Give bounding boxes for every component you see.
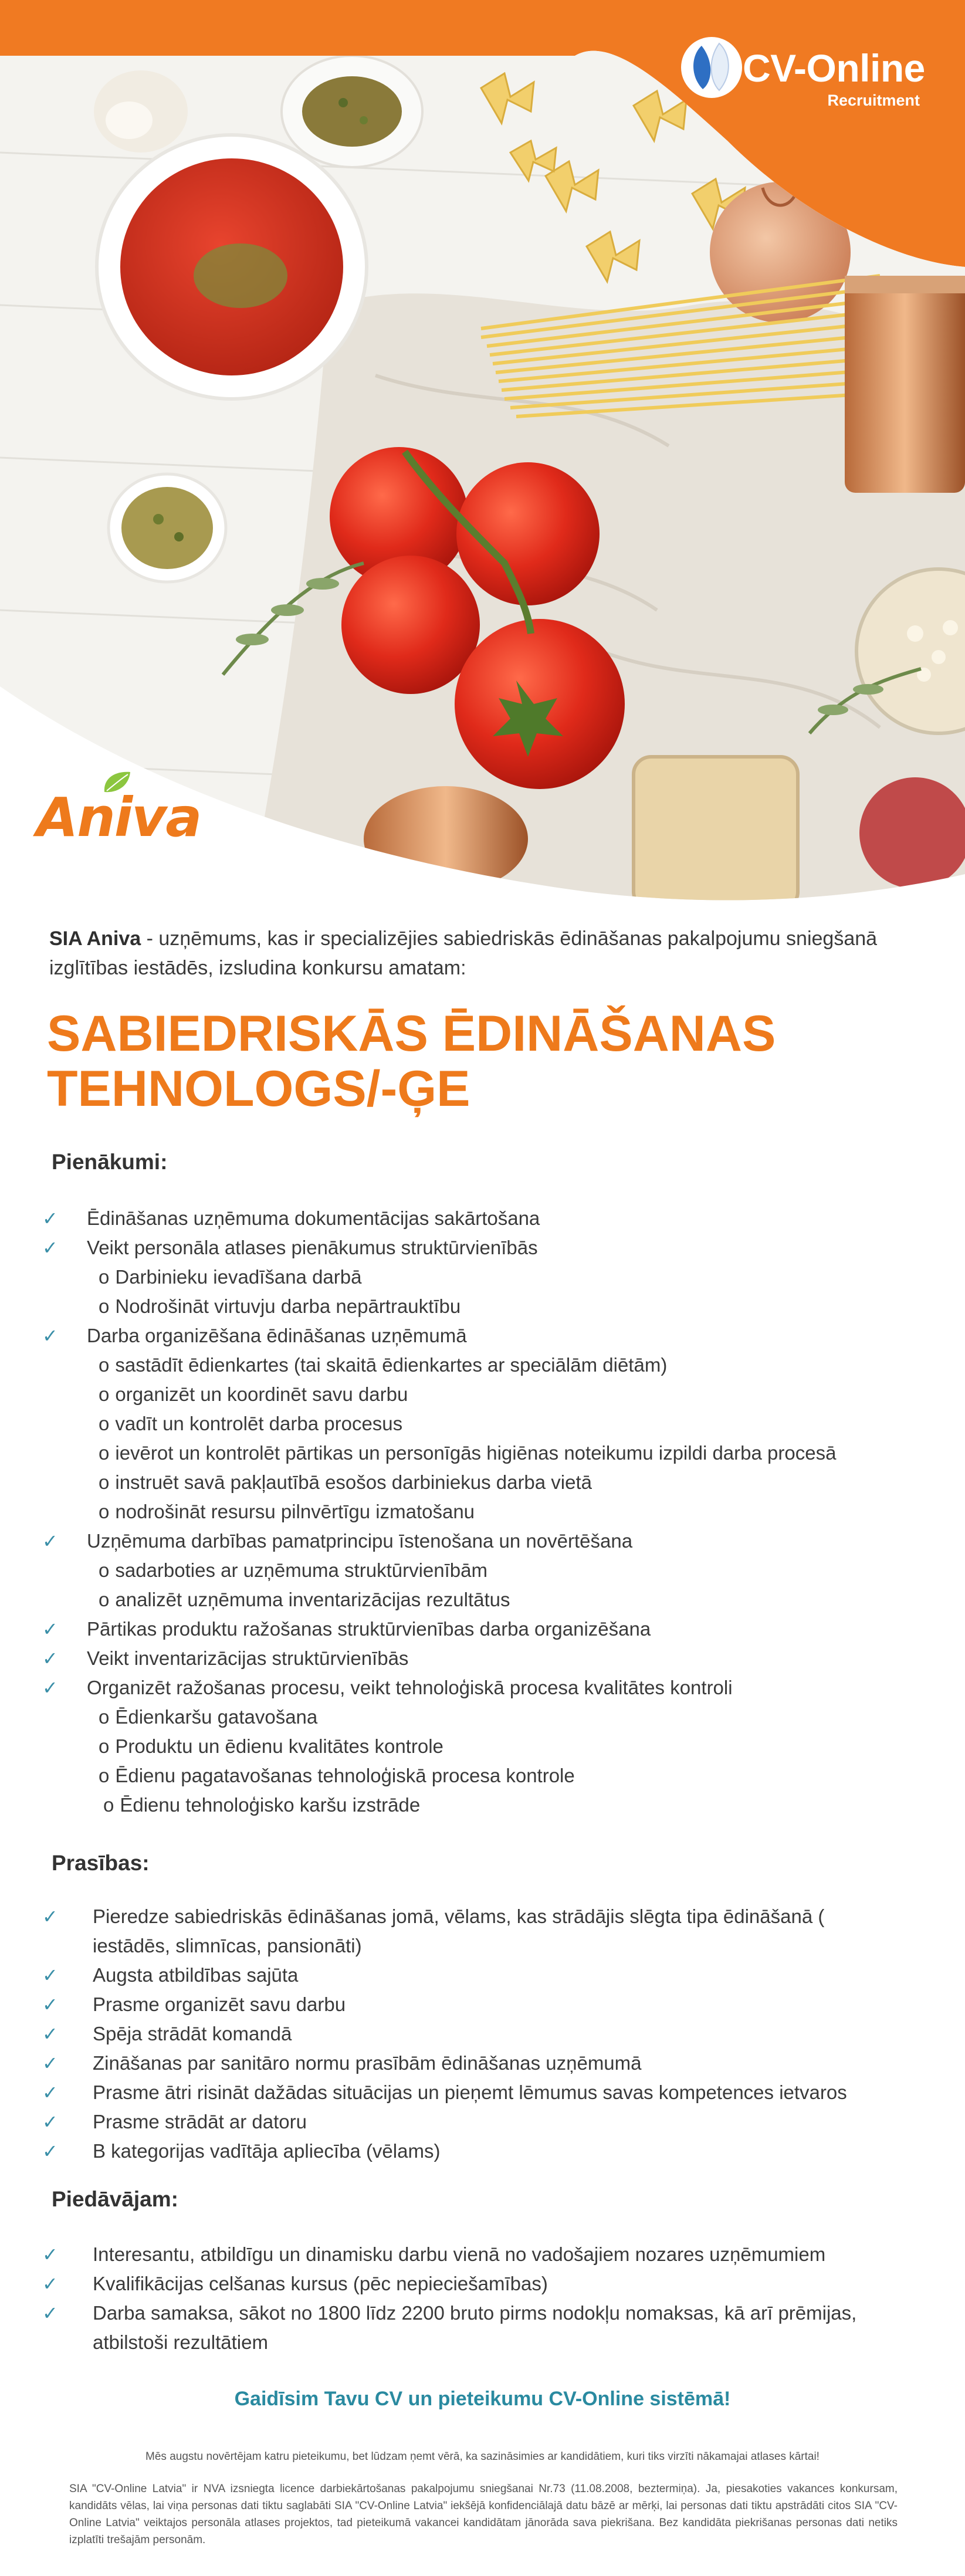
checkmark-icon: ✓ bbox=[42, 1208, 58, 1229]
item-text: Prasme ātri risināt dažādas situācijas un pieņemt lēmumus savas kompetences ietvaros bbox=[93, 2081, 847, 2103]
sub-bullet-icon: o bbox=[99, 1559, 110, 1581]
checklist-item bbox=[42, 2049, 934, 2078]
sub-bullet-icon: o bbox=[103, 1794, 114, 1816]
item-text: organizēt un koordinēt savu darbu bbox=[115, 1383, 408, 1405]
item-text: Pieredze sabiedriskās ēdināšanas jomā, vēlams, kas strādājis slēgta tipa ēdināšanā ( bbox=[93, 1905, 825, 1927]
checklist-item bbox=[42, 2299, 934, 2357]
item-text: B kategorijas vadītāja apliecība (vēlams) bbox=[93, 2140, 441, 2162]
sub-bullet-icon: o bbox=[99, 1295, 110, 1317]
job-title bbox=[47, 1006, 915, 1116]
item-text: Nodrošināt virtuvju darba nepārtrauktību bbox=[115, 1295, 461, 1317]
aniva-logo-text: Aniva bbox=[36, 786, 201, 849]
company-name: SIA Aniva bbox=[49, 928, 141, 950]
checkmark-icon: ✓ bbox=[42, 2244, 58, 2265]
item-text: analizēt uzņēmuma inventarizācijas rezultātus bbox=[115, 1589, 510, 1610]
sub-item bbox=[42, 1790, 934, 1820]
sub-bullet-icon: o bbox=[99, 1266, 110, 1288]
checkmark-icon: ✓ bbox=[42, 2303, 58, 2324]
legal-disclaimer: SIA "CV-Online Latvia" ir NVA izsniegta licence darbiekārtošanas pakalpojumu sniegšanai Nr.73 (11.08.2008, beztermiņa). Ja, piesakoties vakances konkursam, kandidāts vēlas, lai viņa personas dati tiktu saglabāti SIA "CV-Online Latvia" iekšējā konfidenciālajā datu bāzē ar mērķi, lai personas dati tiktu apstrādāti citos SIA "CV-Online Latvia" veiktajos personāla atlases projektos, tad pieteikumā vakancei kandidātam jānorāda sava piekrišana. Bez kandidāta piekrišanas personas dati netiks izplatīti trešajām personām. bbox=[69, 2483, 898, 2546]
item-text: instruēt savā pakļautībā esošos darbiniekus darba vietā bbox=[115, 1471, 592, 1493]
checkmark-icon: ✓ bbox=[42, 2082, 58, 2103]
sub-bullet-icon: o bbox=[99, 1589, 110, 1610]
item-text: Uzņēmuma darbības pamatprincipu īstenošana un novērtēšana bbox=[87, 1530, 633, 1552]
sub-item bbox=[42, 1702, 934, 1732]
sub-bullet-icon: o bbox=[99, 1471, 110, 1493]
item-text: Darba samaksa, sākot no 1800 līdz 2200 bruto pirms nodokļu nomaksas, kā arī prēmijas, bbox=[93, 2302, 857, 2324]
sub-item bbox=[42, 1497, 934, 1526]
checklist-item bbox=[42, 1526, 934, 1556]
sub-bullet-icon: o bbox=[99, 1735, 110, 1757]
sub-item bbox=[42, 1761, 934, 1790]
item-text: ievērot un kontrolēt pārtikas un personīgās higiēnas noteikumu izpildi darba procesā bbox=[115, 1442, 837, 1464]
sub-item bbox=[42, 1262, 934, 1292]
job-title-line-1: SABIEDRISKĀS ĒDINĀŠANAS bbox=[47, 1006, 776, 1062]
checkmark-icon: ✓ bbox=[42, 1325, 58, 1346]
checkmark-icon: ✓ bbox=[42, 1677, 58, 1698]
call-to-action: Gaidīsim Tavu CV un pieteikumu CV-Online sistēmā! bbox=[234, 2388, 731, 2410]
item-text: nodrošināt resursu pilnvērtīgu izmatošanu bbox=[115, 1501, 475, 1522]
checkmark-icon: ✓ bbox=[42, 1965, 58, 1986]
item-text: Prasme organizēt savu darbu bbox=[93, 1993, 346, 2015]
item-text: Ēdienu tehnoloģisko karšu izstrāde bbox=[120, 1794, 421, 1816]
item-text: sastādīt ēdienkartes (tai skaitā ēdienkartes ar speciālām diētām) bbox=[115, 1354, 668, 1376]
duties-heading: Pienākumi: bbox=[52, 1150, 168, 1174]
sub-item bbox=[42, 1350, 934, 1380]
offer-list bbox=[42, 2240, 934, 2357]
aniva-logo bbox=[36, 769, 206, 851]
sub-bullet-icon: o bbox=[99, 1383, 110, 1405]
checklist-item bbox=[42, 1990, 934, 2019]
checkmark-icon: ✓ bbox=[42, 1237, 58, 1258]
hero-banner bbox=[0, 0, 965, 915]
sub-item bbox=[42, 1380, 934, 1409]
checklist-item bbox=[42, 1233, 934, 1262]
checklist-item bbox=[42, 1644, 934, 1673]
checklist-item bbox=[42, 1204, 934, 1233]
item-text: Veikt inventarizācijas struktūrvienībās bbox=[87, 1647, 409, 1669]
checkmark-icon: ✓ bbox=[42, 2023, 58, 2044]
checkmark-icon: ✓ bbox=[42, 2273, 58, 2294]
item-text-continued: iestādēs, slimnīcas, pansionāti) bbox=[93, 1935, 362, 1956]
checklist-item bbox=[42, 1902, 934, 1961]
checkmark-icon: ✓ bbox=[42, 1619, 58, 1640]
item-text: Spēja strādāt komandā bbox=[93, 2023, 292, 2044]
item-text: Darbinieku ievadīšana darbā bbox=[115, 1266, 362, 1288]
sub-bullet-icon: o bbox=[99, 1413, 110, 1434]
cv-online-logo-subtitle: Recruitment bbox=[827, 92, 920, 109]
sub-bullet-icon: o bbox=[99, 1442, 110, 1464]
sub-bullet-icon: o bbox=[99, 1706, 110, 1728]
checkmark-icon: ✓ bbox=[42, 1531, 58, 1552]
item-text: Organizēt ražošanas procesu, veikt tehnoloģiskā procesa kvalitātes kontroli bbox=[87, 1677, 733, 1698]
item-text: sadarboties ar uzņēmuma struktūrvienībām bbox=[115, 1559, 487, 1581]
sub-item bbox=[42, 1585, 934, 1614]
checkmark-icon: ✓ bbox=[42, 2053, 58, 2074]
sub-item bbox=[42, 1438, 934, 1468]
checklist-item bbox=[42, 1961, 934, 1990]
requirements-heading: Prasības: bbox=[52, 1851, 150, 1875]
checklist-item bbox=[42, 2019, 934, 2049]
offer-heading: Piedāvājam: bbox=[52, 2187, 178, 2211]
sub-bullet-icon: o bbox=[99, 1501, 110, 1522]
intro-paragraph bbox=[49, 924, 912, 983]
checklist-item bbox=[42, 1673, 934, 1702]
checklist-item bbox=[42, 1614, 934, 1644]
checkmark-icon: ✓ bbox=[42, 2111, 58, 2132]
checklist-item bbox=[42, 2240, 934, 2269]
cv-online-logo bbox=[679, 35, 932, 117]
selection-note: Mēs augstu novērtējam katru pieteikumu, bet lūdzam ņemt vērā, ka sazināsimies ar kandidātiem, kuri tiks virzīti nākamajai atlases kārtai! bbox=[145, 2450, 820, 2463]
sub-item bbox=[42, 1468, 934, 1497]
job-title-line-2: TEHNOLOGS/-ĢE bbox=[47, 1061, 470, 1117]
item-text: Pārtikas produktu ražošanas struktūrvienības darba organizēšana bbox=[87, 1618, 651, 1640]
checklist-item bbox=[42, 2078, 934, 2107]
checklist-item bbox=[42, 1321, 934, 1350]
checklist-item bbox=[42, 2107, 934, 2137]
sub-item bbox=[42, 1409, 934, 1438]
cv-online-logo-text: CV-Online bbox=[743, 46, 925, 90]
cv-online-logo-icon bbox=[679, 35, 744, 100]
item-text-continued: atbilstoši rezultātiem bbox=[93, 2331, 268, 2353]
duties-list bbox=[42, 1204, 934, 1820]
sub-bullet-icon: o bbox=[99, 1354, 110, 1376]
sub-bullet-icon: o bbox=[99, 1765, 110, 1786]
item-text: Darba organizēšana ēdināšanas uzņēmumā bbox=[87, 1325, 467, 1346]
checklist-item bbox=[42, 2269, 934, 2299]
item-text: Prasme strādāt ar datoru bbox=[93, 2111, 307, 2132]
checkmark-icon: ✓ bbox=[42, 1994, 58, 2015]
item-text: Kvalifikācijas celšanas kursus (pēc nepieciešamības) bbox=[93, 2273, 548, 2294]
item-text: Veikt personāla atlases pienākumus struktūrvienībās bbox=[87, 1237, 538, 1258]
item-text: Ēdināšanas uzņēmuma dokumentācijas sakārtošana bbox=[87, 1207, 540, 1229]
item-text: Ēdienkaršu gatavošana bbox=[115, 1706, 318, 1728]
checkmark-icon: ✓ bbox=[42, 2141, 58, 2162]
checkmark-icon: ✓ bbox=[42, 1648, 58, 1669]
item-text: Zināšanas par sanitāro normu prasībām ēdināšanas uzņēmumā bbox=[93, 2052, 642, 2074]
item-text: Produktu un ēdienu kvalitātes kontrole bbox=[115, 1735, 443, 1757]
item-text: vadīt un kontrolēt darba procesus bbox=[115, 1413, 403, 1434]
checkmark-icon: ✓ bbox=[42, 1906, 58, 1927]
checklist-item bbox=[42, 2137, 934, 2166]
intro-text: - uzņēmums, kas ir specializējies sabiedriskās ēdināšanas pakalpojumu sniegšanā izglītības iestādēs, izsludina konkursu amatam: bbox=[49, 928, 878, 979]
item-text: Augsta atbildības sajūta bbox=[93, 1964, 299, 1986]
sub-item bbox=[42, 1556, 934, 1585]
item-text: Interesantu, atbildīgu un dinamisku darbu vienā no vadošajiem nozares uzņēmumiem bbox=[93, 2243, 826, 2265]
sub-item bbox=[42, 1292, 934, 1321]
item-text: Ēdienu pagatavošanas tehnoloģiskā procesa kontrole bbox=[115, 1765, 575, 1786]
sub-item bbox=[42, 1732, 934, 1761]
requirements-list bbox=[42, 1902, 934, 2166]
